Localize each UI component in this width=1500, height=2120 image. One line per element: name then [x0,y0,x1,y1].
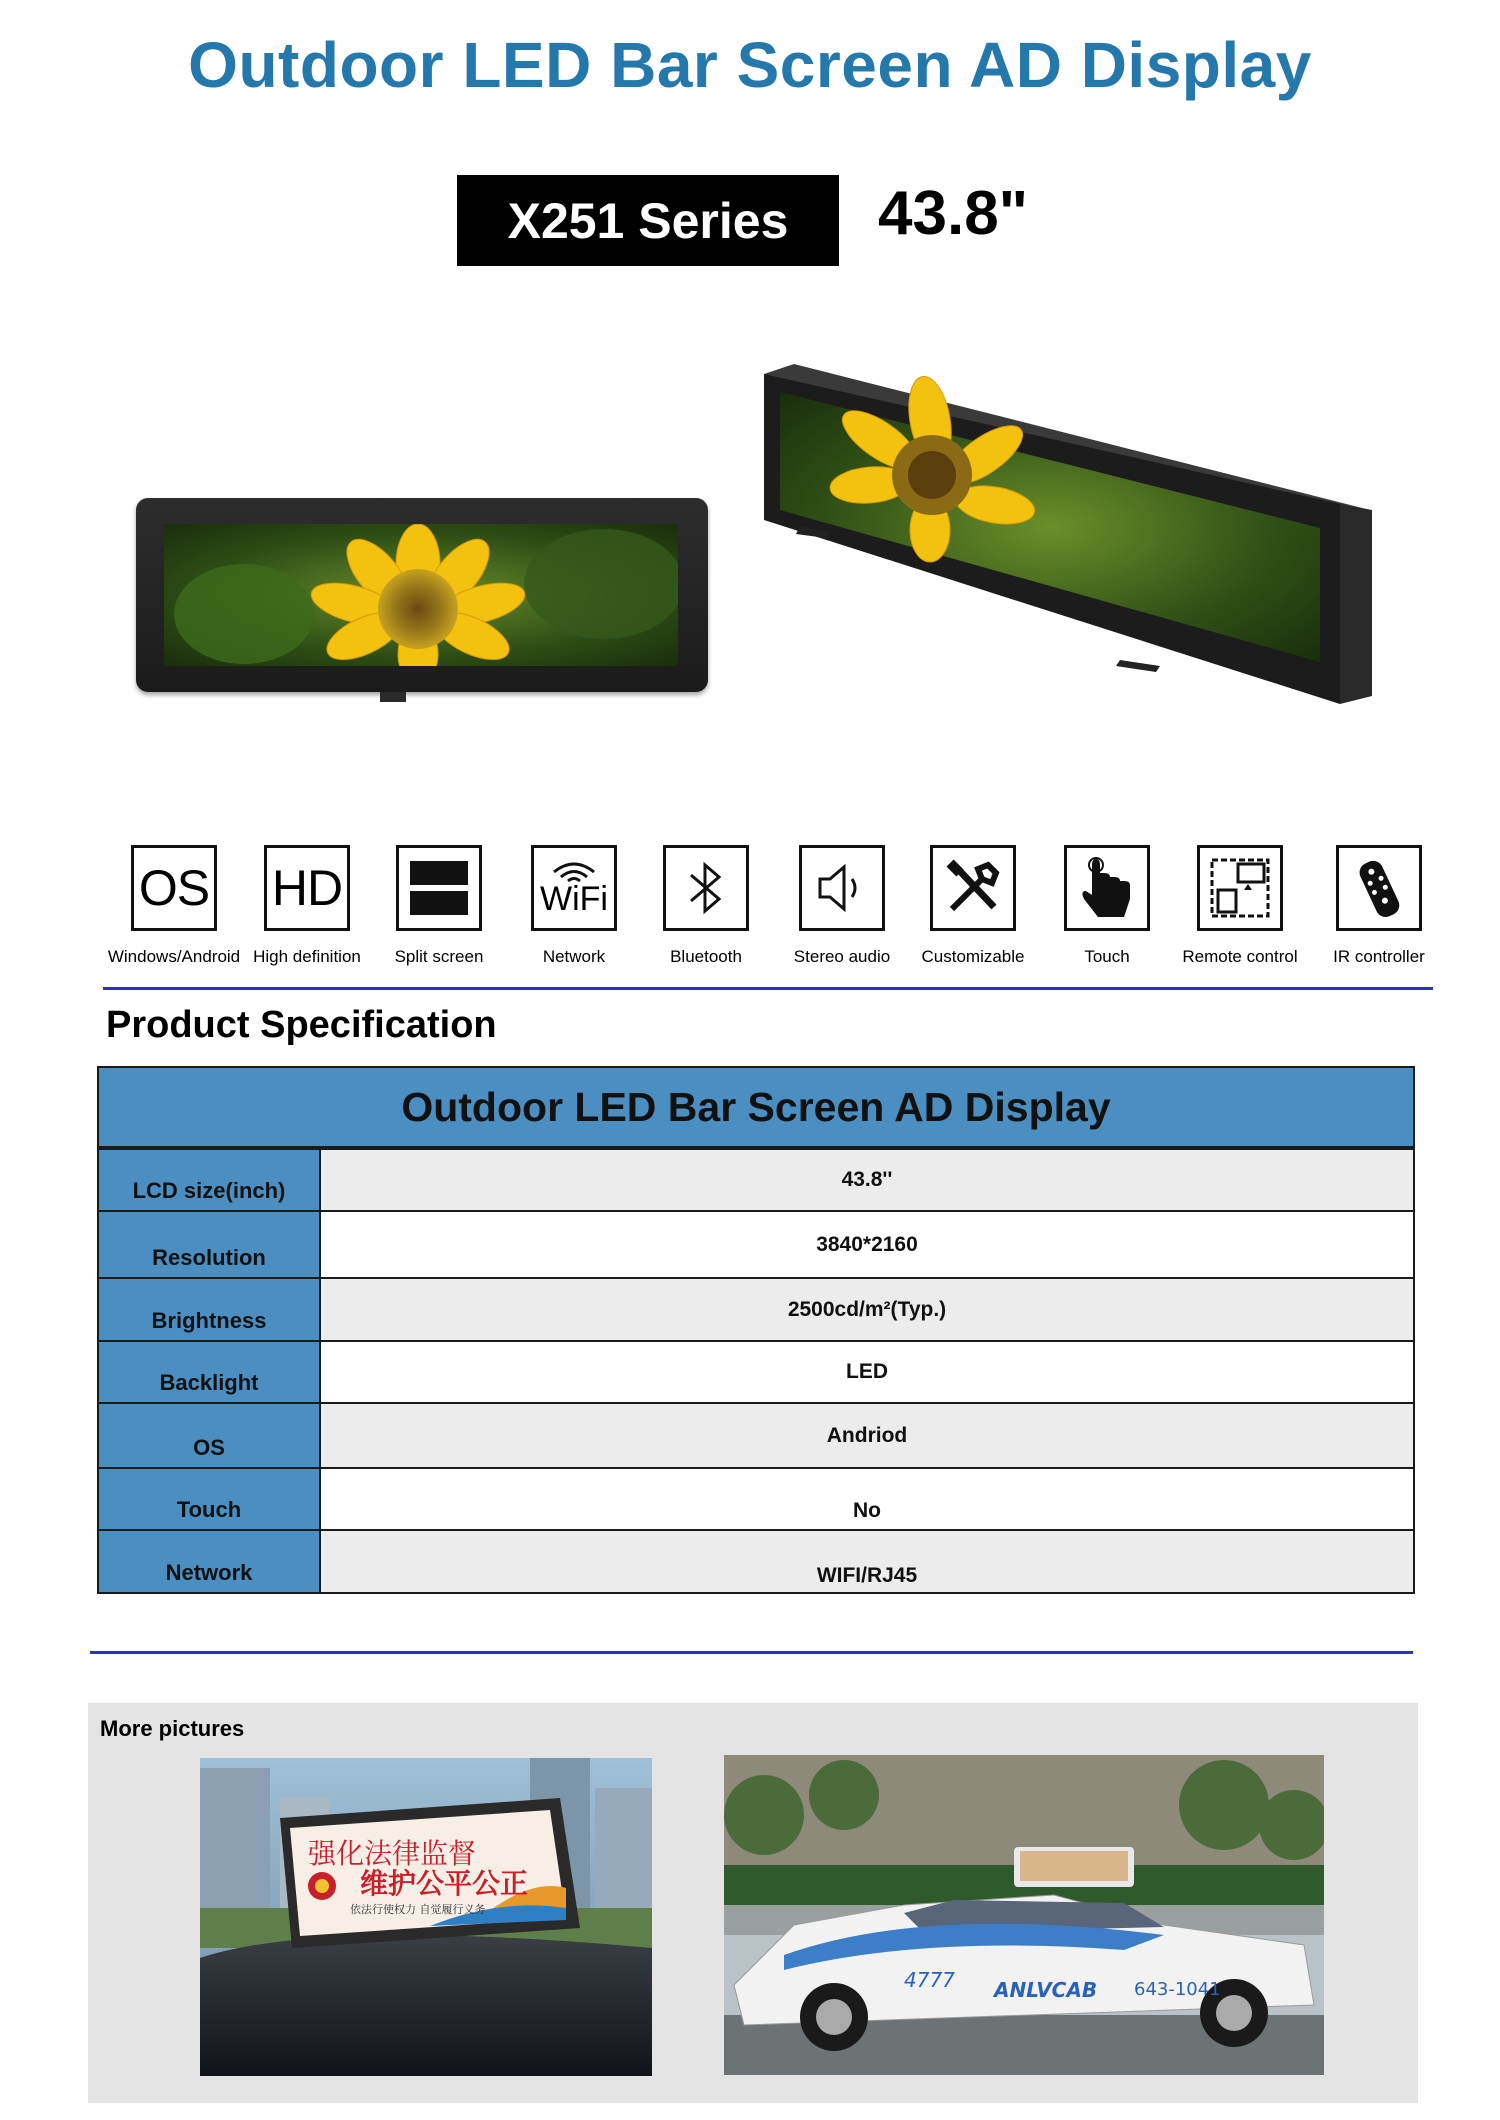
ir-remote-icon [1336,845,1422,931]
table-row: Network WIFI/RJ45 [99,1529,1413,1592]
svg-text:ANLVCAB: ANLVCAB [994,1978,1098,2002]
hd-icon: HD [264,845,350,931]
product-front-screen [164,524,678,666]
more-pictures-title: More pictures [100,1716,245,1741]
table-row: Resolution 3840*2160 [99,1210,1413,1277]
table-row: Brightness 2500cd/m²(Typ.) [99,1277,1413,1340]
feature-split-screen: Split screen [372,845,506,967]
stand-foot [380,692,406,702]
svg-text:维护公平公正: 维护公平公正 [360,1867,529,1900]
feature-customizable: Customizable [906,845,1040,967]
feature-hd: HD High definition [240,845,374,967]
spec-table [97,1066,1415,1594]
touch-hand-icon [1064,845,1150,931]
svg-text:依法行使权力 自觉履行义务: 依法行使权力 自觉履行义务 [350,1903,486,1916]
feature-touch: Touch [1040,845,1174,967]
feature-stereo-audio: Stereo audio [775,845,909,967]
product-angled-view [760,360,1380,710]
screen-size-label: 43.8" [878,179,1029,248]
spec-heading: Product Specification [106,1004,497,1046]
feature-bluetooth: Bluetooth [639,845,773,967]
divider-bottom [90,1651,1413,1654]
photo-taxi-roof-display [200,1758,652,2076]
remote-control-icon [1197,845,1283,931]
svg-text:643-1041: 643-1041 [1134,1979,1221,2000]
feature-os: OS Windows/Android [107,845,241,967]
page-title: Outdoor LED Bar Screen AD Display [188,29,1312,101]
os-icon: OS [131,845,217,931]
wifi-icon: WiFi [531,845,617,931]
spec-table-title: Outdoor LED Bar Screen AD Display [99,1068,1413,1148]
table-row: Touch No [99,1467,1413,1529]
svg-text:4777: 4777 [904,1968,955,1992]
split-screen-icon [396,845,482,931]
photo-taxi-street [724,1755,1324,2075]
bluetooth-icon [663,845,749,931]
more-pictures-section [88,1703,1418,2103]
svg-text:强化法律监督: 强化法律监督 [308,1837,477,1870]
product-front-view [136,498,708,692]
divider-top [103,987,1433,990]
feature-remote-control: Remote control [1173,845,1307,967]
table-row: LCD size(inch) 43.8'' [99,1148,1413,1210]
feature-ir-controller: IR controller [1312,845,1446,967]
tools-icon [930,845,1016,931]
speaker-icon [799,845,885,931]
series-label: X251 Series [457,175,839,266]
table-row: OS Andriod [99,1402,1413,1467]
table-row: Backlight LED [99,1340,1413,1402]
feature-network: WiFi Network [507,845,641,967]
